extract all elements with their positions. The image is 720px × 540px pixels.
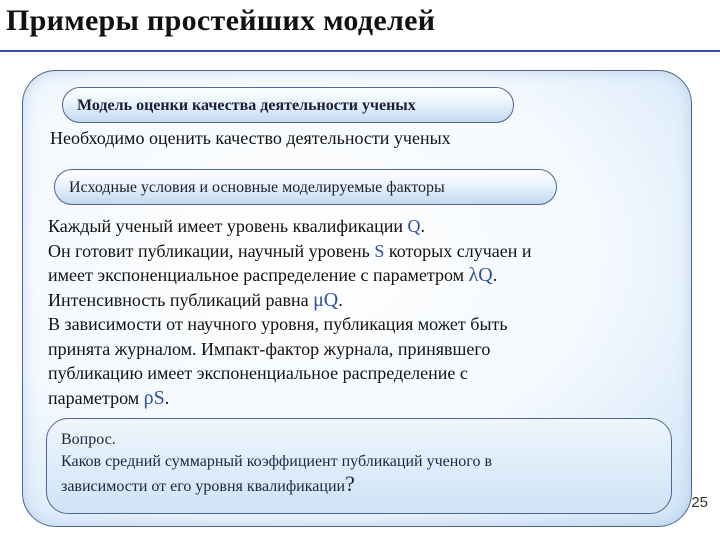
task-statement: Необходимо оценить качество деятельности ученых xyxy=(50,128,451,148)
description-line: Каждый ученый имеет уровень квалификации Q. xyxy=(48,216,425,236)
question-heading: Вопрос. xyxy=(61,431,116,448)
symbol-mu-q: μQ xyxy=(313,288,339,311)
slide-title: Примеры простейших моделей xyxy=(6,4,436,37)
description-line: Интенсивность публикаций равна μQ. xyxy=(48,288,343,311)
description-line: публикацию имеет экспоненциальное распределение с xyxy=(48,363,468,383)
description-line: Он готовит публикации, научный уровень S которых случаен и xyxy=(48,240,532,261)
symbol-s: S xyxy=(374,240,385,261)
title-divider xyxy=(0,50,720,52)
question-mark: ? xyxy=(345,471,355,496)
description-line: принята журналом. Импакт-фактор журнала, принявшего xyxy=(48,338,491,359)
symbol-lambda-q: λQ xyxy=(468,264,493,286)
conditions-pill: Исходные условия и основные моделируемые факторы xyxy=(54,169,557,205)
description-line: параметром ρS. xyxy=(48,386,170,409)
symbol-q: Q xyxy=(407,216,421,236)
description-line: В зависимости от научного уровня, публикация может быть xyxy=(48,314,508,334)
question-box xyxy=(46,418,672,514)
page-number: 25 xyxy=(691,494,708,511)
description-line: имеет экспоненциальное распределение с параметром λQ. xyxy=(48,264,498,286)
model-title-pill: Модель оценки качества деятельности ученых xyxy=(62,87,514,123)
question-line: зависимости от его уровня квалификации? xyxy=(61,471,355,496)
model-description xyxy=(48,214,532,410)
symbol-rho-s: ρS xyxy=(143,386,165,409)
question-line: Каков средний суммарный коэффициент публикаций ученого в xyxy=(61,453,492,470)
